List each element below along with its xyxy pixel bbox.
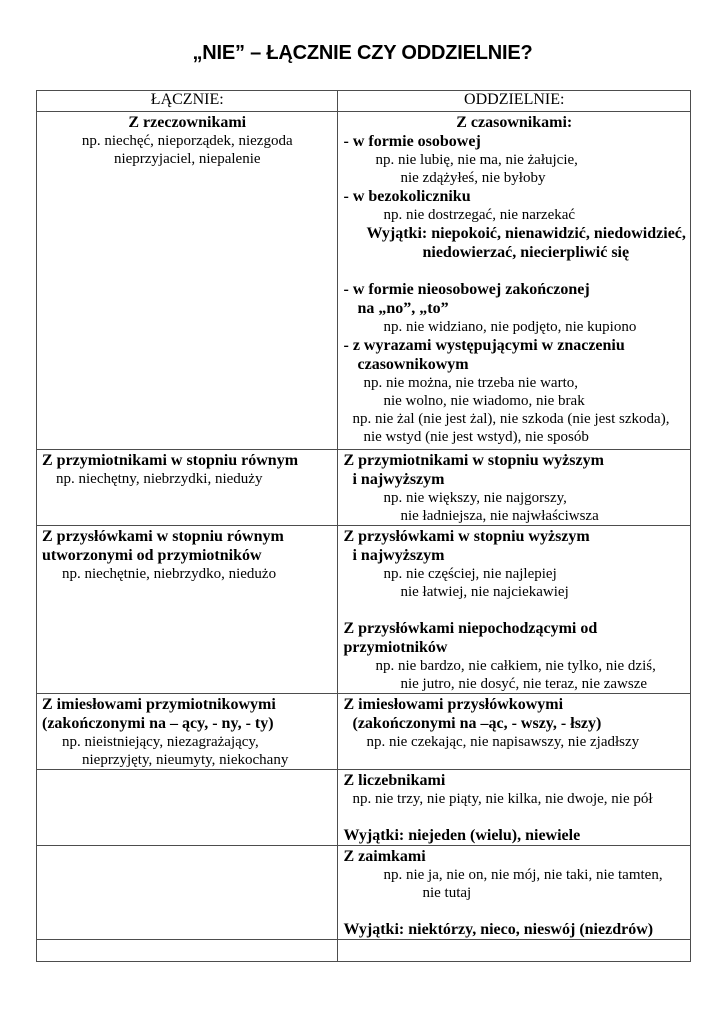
text-line: nie wstyd (nie jest wstyd), nie sposób bbox=[363, 429, 589, 445]
nie-usage-table bbox=[36, 90, 691, 962]
cell-left bbox=[37, 940, 338, 962]
text-line: np. nie trzy, nie piąty, nie kilka, nie dwoje, nie pół bbox=[352, 791, 653, 807]
text-line: nie wolno, nie wiadomo, nie brak bbox=[383, 393, 585, 409]
text-line: np. nie można, nie trzeba nie warto, bbox=[363, 375, 578, 391]
text-line: Z przymiotnikami w stopniu równym bbox=[42, 452, 299, 469]
cell-right bbox=[338, 940, 691, 962]
table-row bbox=[37, 450, 691, 526]
cell-left bbox=[37, 770, 338, 846]
table-header bbox=[37, 91, 691, 112]
text-line: utworzonymi od przymiotników bbox=[42, 547, 262, 564]
text-line: Z przysłówkami niepochodzącymi od bbox=[343, 620, 598, 637]
table-row bbox=[37, 112, 691, 450]
text-line: np. niechętny, niebrzydki, nieduży bbox=[56, 471, 263, 487]
text-line: np. nie ja, nie on, nie mój, nie taki, nie tamten, bbox=[383, 867, 663, 883]
cell-right bbox=[338, 526, 691, 694]
table-body bbox=[37, 112, 691, 962]
text-line: np. nie dostrzegać, nie narzekać bbox=[383, 207, 576, 223]
text-line: Z imiesłowami przysłówkowymi bbox=[343, 696, 564, 713]
text-line: Wyjątki: niepokoić, nienawidzić, niedowidzieć, bbox=[366, 225, 686, 242]
blank-line bbox=[343, 601, 685, 619]
text-line: nieprzyjaciel, niepalenie bbox=[113, 151, 261, 167]
blank-line bbox=[343, 262, 685, 280]
cell-right bbox=[338, 450, 691, 526]
table-row bbox=[37, 770, 691, 846]
cell-right bbox=[338, 694, 691, 770]
column-header-lacznie: ŁĄCZNIE: bbox=[37, 91, 338, 112]
table-row bbox=[37, 694, 691, 770]
text-line: - w formie nieosobowej zakończonej bbox=[343, 281, 590, 298]
text-line: nie jutro, nie dosyć, nie teraz, nie zawsze bbox=[400, 676, 648, 692]
text-line: i najwyższym bbox=[352, 547, 445, 564]
text-line: nie ładniejsza, nie najwłaściwsza bbox=[400, 508, 599, 524]
text-line: - w bezokoliczniku bbox=[343, 188, 471, 205]
cell-left bbox=[37, 526, 338, 694]
text-line: nie tutaj bbox=[422, 885, 472, 901]
text-line: - z wyrazami występującymi w znaczeniu bbox=[343, 337, 625, 354]
cell-right bbox=[338, 846, 691, 940]
text-line: np. nie widziano, nie podjęto, nie kupiono bbox=[383, 319, 637, 335]
text-line: przymiotników bbox=[343, 639, 448, 656]
text-line: Z przymiotnikami w stopniu wyższym bbox=[343, 452, 604, 469]
blank-line bbox=[343, 808, 685, 826]
text-line: na „no”, „to” bbox=[357, 300, 449, 317]
text-line: nie łatwiej, nie najciekawiej bbox=[400, 584, 569, 600]
table-row bbox=[37, 846, 691, 940]
column-header-oddzielnie: ODDZIELNIE: bbox=[338, 91, 691, 112]
text-line: niedowierzać, niecierpliwić się bbox=[422, 244, 630, 261]
text-line: Z liczebnikami bbox=[343, 772, 446, 789]
text-line: (zakończonymi na –ąc, - wszy, - łszy) bbox=[352, 715, 602, 732]
text-line: nie zdążyłeś, nie byłoby bbox=[400, 170, 546, 186]
text-line: np. nie lubię, nie ma, nie żałujcie, bbox=[375, 152, 578, 168]
text-line: Z imiesłowami przymiotnikowymi bbox=[42, 696, 276, 713]
cell-left bbox=[37, 112, 338, 450]
blank-line bbox=[343, 902, 685, 920]
header-row bbox=[37, 91, 691, 112]
text-line: np. nie częściej, nie najlepiej bbox=[383, 566, 557, 582]
text-line: np. niechęć, nieporządek, niezgoda bbox=[81, 133, 293, 149]
text-line: np. nie czekając, nie napisawszy, nie zjadłszy bbox=[366, 734, 640, 750]
text-line: np. nie żal (nie jest żal), nie szkoda (nie jest szkoda), bbox=[352, 411, 670, 427]
text-line: Z czasownikami: bbox=[456, 114, 573, 131]
text-line: Z przysłówkami w stopniu równym bbox=[42, 528, 284, 545]
cell-left bbox=[37, 450, 338, 526]
text-line: Z zaimkami bbox=[343, 848, 426, 865]
text-line: nieprzyjęty, nieumyty, niekochany bbox=[82, 752, 289, 768]
text-line: np. niechętnie, niebrzydko, niedużo bbox=[62, 566, 277, 582]
text-line: Wyjątki: niektórzy, nieco, nieswój (niezdrów) bbox=[343, 921, 654, 938]
text-line: Wyjątki: niejeden (wielu), niewiele bbox=[343, 827, 581, 844]
text-line: czasownikowym bbox=[357, 356, 469, 373]
page-title: „NIE” – ŁĄCZNIE CZY ODDZIELNIE? bbox=[192, 42, 533, 64]
text-line: i najwyższym bbox=[352, 471, 445, 488]
table-row bbox=[37, 940, 691, 962]
text-line: - w formie osobowej bbox=[343, 133, 481, 150]
text-line: np. nieistniejący, niezagrażający, bbox=[62, 734, 259, 750]
text-line: np. nie większy, nie najgorszy, bbox=[383, 490, 567, 506]
text-line: np. nie bardzo, nie całkiem, nie tylko, nie dziś, bbox=[375, 658, 656, 674]
cell-right bbox=[338, 770, 691, 846]
cell-right bbox=[338, 112, 691, 450]
table-row bbox=[37, 526, 691, 694]
text-line: Z przysłówkami w stopniu wyższym bbox=[343, 528, 590, 545]
cell-left bbox=[37, 846, 338, 940]
text-line: (zakończonymi na – ący, - ny, - ty) bbox=[42, 715, 274, 732]
text-line: Z rzeczownikami bbox=[128, 114, 247, 131]
cell-left bbox=[37, 694, 338, 770]
